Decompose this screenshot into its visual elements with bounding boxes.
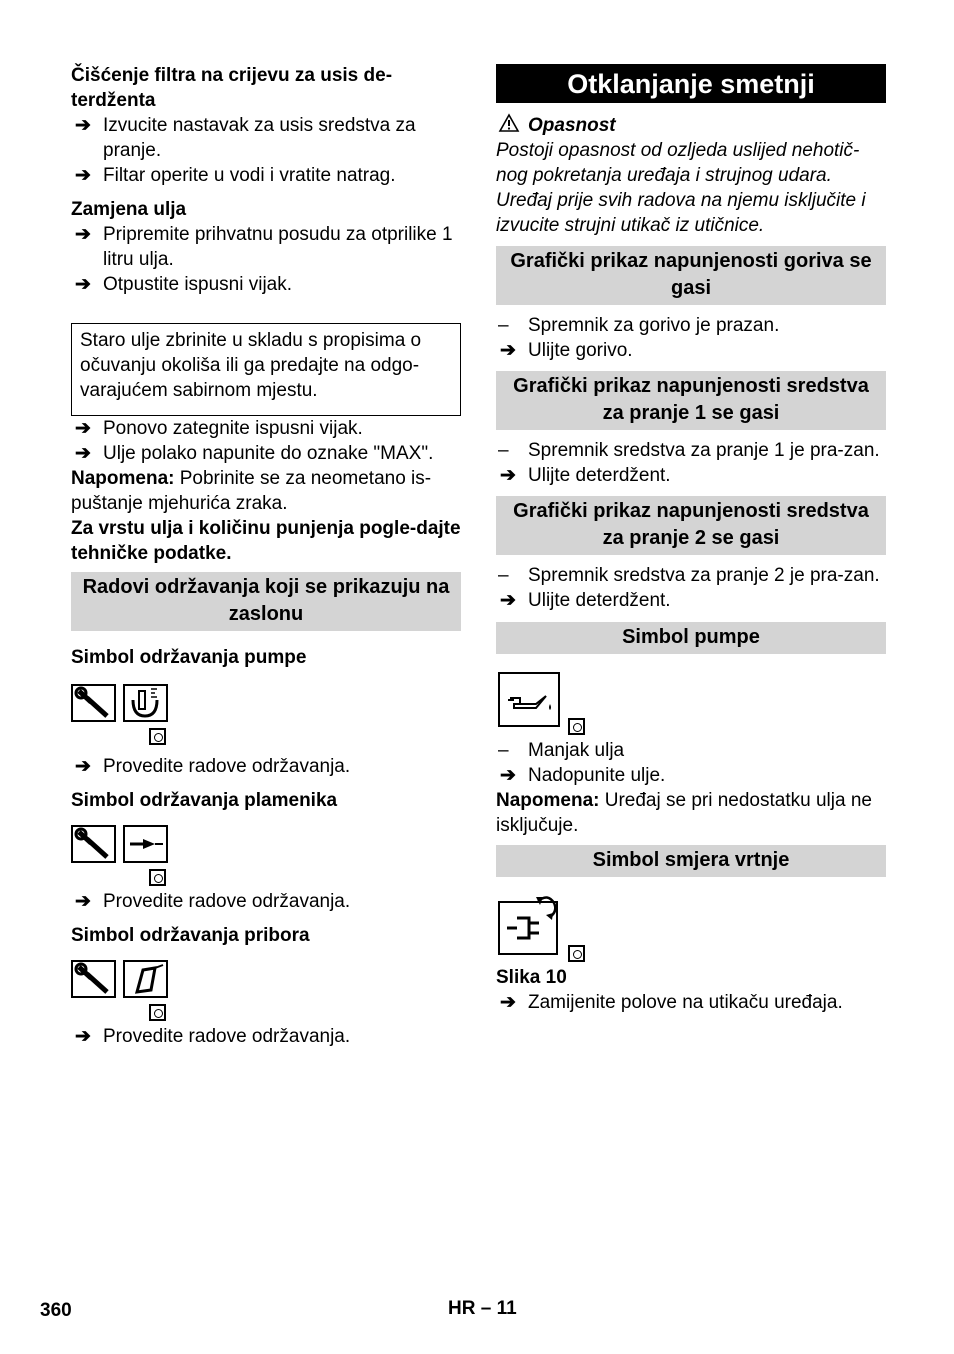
danger-label: Opasnost xyxy=(528,115,616,136)
filter-heading: Čišćenje filtra na crijevu za usis de-terdženta xyxy=(71,65,393,111)
figure-label: Slika 10 xyxy=(496,967,567,988)
step-text: Filtar operite u vodi i vratite natrag. xyxy=(103,165,396,186)
step-text: Provedite radove održavanja. xyxy=(103,891,351,912)
step-text: Pripremite prihvatnu posudu za otprilike 1 litru ulja. xyxy=(103,224,453,270)
step-text: Izvucite nastavak za usis sredstva za pranje. xyxy=(103,115,416,161)
arrow-icon: ➔ xyxy=(75,418,91,439)
arrow-icon: ➔ xyxy=(500,340,516,361)
oil-symbol-figure xyxy=(496,672,886,738)
danger-label-row xyxy=(496,113,886,138)
cause-text: Spremnik sredstva za pranje 2 je pra-zan. xyxy=(528,565,880,586)
arrow-icon: ➔ xyxy=(75,1026,91,1047)
list-item xyxy=(71,163,461,188)
warning-triangle-icon xyxy=(498,113,520,140)
wrench-icon xyxy=(71,960,116,998)
display-indicator-icon xyxy=(568,718,585,735)
list-item xyxy=(71,1024,461,1049)
step-text: Ponovo zategnite ispusni vijak. xyxy=(103,418,363,439)
list-item xyxy=(71,754,461,779)
rotate-arrow-icon xyxy=(534,893,560,921)
burner-symbol-heading: Simbol održavanja plamenika xyxy=(71,790,338,811)
oil-type-note: Za vrstu ulja i količinu punjenja pogle-dajte tehničke podatke. xyxy=(71,518,461,564)
arrow-icon: ➔ xyxy=(500,590,516,611)
wrench-icon xyxy=(71,684,116,722)
danger-text: Postoji opasnost od ozljeda uslijed nehotič-nog pokretanja uređaja i strujnog udara. Uređaj prije svih radova na njemu isključite i izvucite strujni utikač iz utičnice. xyxy=(496,140,866,236)
arrow-icon: ➔ xyxy=(75,443,91,464)
pump-symbol-heading: Simbol održavanja pumpe xyxy=(71,647,307,668)
detergent2-heading: Grafički prikaz napunjenosti sredstva za pranje 2 se gasi xyxy=(496,496,886,555)
cause-text: Manjak ulja xyxy=(528,740,625,761)
arrow-icon: ➔ xyxy=(500,992,516,1013)
page-title: Otklanjanje smetnji xyxy=(496,64,886,103)
pump-symbol-figure xyxy=(71,684,461,754)
environment-note-text: Staro ulje zbrinite u skladu s propisima o očuvanju okoliša ili ga predajte na odgo-varajućem sabirnom mjestu. xyxy=(80,330,422,401)
step-text: Zamijenite polove na utikaču uređaja. xyxy=(528,992,843,1013)
list-item: – Spremnik sredstva za pranje 2 je pra-zan. xyxy=(498,565,880,586)
cause-text: Spremnik za gorivo je prazan. xyxy=(528,315,780,336)
arrow-icon: ➔ xyxy=(500,765,516,786)
list-item xyxy=(496,463,886,488)
oil-heading: Zamjena ulja xyxy=(71,199,187,220)
arrow-icon: ➔ xyxy=(75,891,91,912)
list-item: – Spremnik za gorivo je prazan. xyxy=(498,315,780,336)
step-text: Nadopunite ulje. xyxy=(528,765,666,786)
note-text: Pobrinite se za neometano is-puštanje mjehurića zraka. xyxy=(71,468,432,514)
step-text: Provedite radove održavanja. xyxy=(103,756,351,777)
note-label: Napomena: xyxy=(496,790,600,811)
arrow-icon: ➔ xyxy=(75,756,91,777)
list-item xyxy=(71,441,461,466)
accessory-symbol-figure xyxy=(71,960,461,1024)
list-item xyxy=(496,763,886,788)
step-text: Ulijte deterdžent. xyxy=(528,465,671,486)
oil-can-icon xyxy=(498,672,560,727)
list-item xyxy=(71,272,461,297)
arrow-icon: ➔ xyxy=(75,274,91,295)
list-item xyxy=(496,338,886,363)
step-text: Ulijte gorivo. xyxy=(528,340,633,361)
list-item xyxy=(496,990,886,1015)
list-item: – Spremnik sredstva za pranje 1 je pra-zan. xyxy=(498,440,880,461)
list-item xyxy=(71,416,461,441)
list-item xyxy=(71,113,461,163)
step-text: Otpustite ispusni vijak. xyxy=(103,274,293,295)
step-text: Provedite radove održavanja. xyxy=(103,1026,351,1047)
pump-icon xyxy=(123,684,168,722)
accessory-gun-icon xyxy=(123,960,168,998)
wrench-icon xyxy=(71,825,116,863)
step-text: Ulijte deterdžent. xyxy=(528,590,671,611)
right-column xyxy=(496,64,886,1015)
cause-text: Spremnik sredstva za pranje 1 je pra-zan. xyxy=(528,440,880,461)
display-indicator-icon xyxy=(149,1004,166,1021)
arrow-icon: ➔ xyxy=(75,165,91,186)
step-text: Ulje polako napunite do oznake "MAX". xyxy=(103,443,434,464)
display-indicator-icon xyxy=(149,869,166,886)
page-number: 360 xyxy=(40,1300,72,1321)
environment-note-box xyxy=(71,323,461,416)
fuel-heading: Grafički prikaz napunjenosti goriva se gasi xyxy=(496,246,886,305)
maintenance-section-heading: Radovi održavanja koji se prikazuju na zaslonu xyxy=(71,572,461,631)
list-item xyxy=(71,889,461,914)
list-item xyxy=(71,222,461,272)
arrow-icon: ➔ xyxy=(500,465,516,486)
pump-note xyxy=(496,788,886,838)
arrow-icon: ➔ xyxy=(75,224,91,245)
rotation-heading: Simbol smjera vrtnje xyxy=(496,845,886,877)
list-item xyxy=(496,588,886,613)
list-item: – Manjak ulja xyxy=(498,740,625,761)
burner-symbol-figure xyxy=(71,825,461,889)
arrow-icon: ➔ xyxy=(75,115,91,136)
display-indicator-icon xyxy=(568,945,585,962)
pump-heading: Simbol pumpe xyxy=(496,622,886,654)
display-indicator-icon xyxy=(149,728,166,745)
left-column xyxy=(71,63,461,1049)
burner-icon xyxy=(123,825,168,863)
page-label: HR – 11 xyxy=(448,1298,517,1319)
detergent1-heading: Grafički prikaz napunjenosti sredstva za pranje 1 se gasi xyxy=(496,371,886,430)
note-label: Napomena: xyxy=(71,468,175,489)
rotation-symbol-figure xyxy=(496,897,886,967)
note-paragraph xyxy=(71,466,461,516)
accessory-symbol-heading: Simbol održavanja pribora xyxy=(71,925,310,946)
note-text: Uređaj se pri nedostatku ulja ne isključuje. xyxy=(496,790,872,836)
